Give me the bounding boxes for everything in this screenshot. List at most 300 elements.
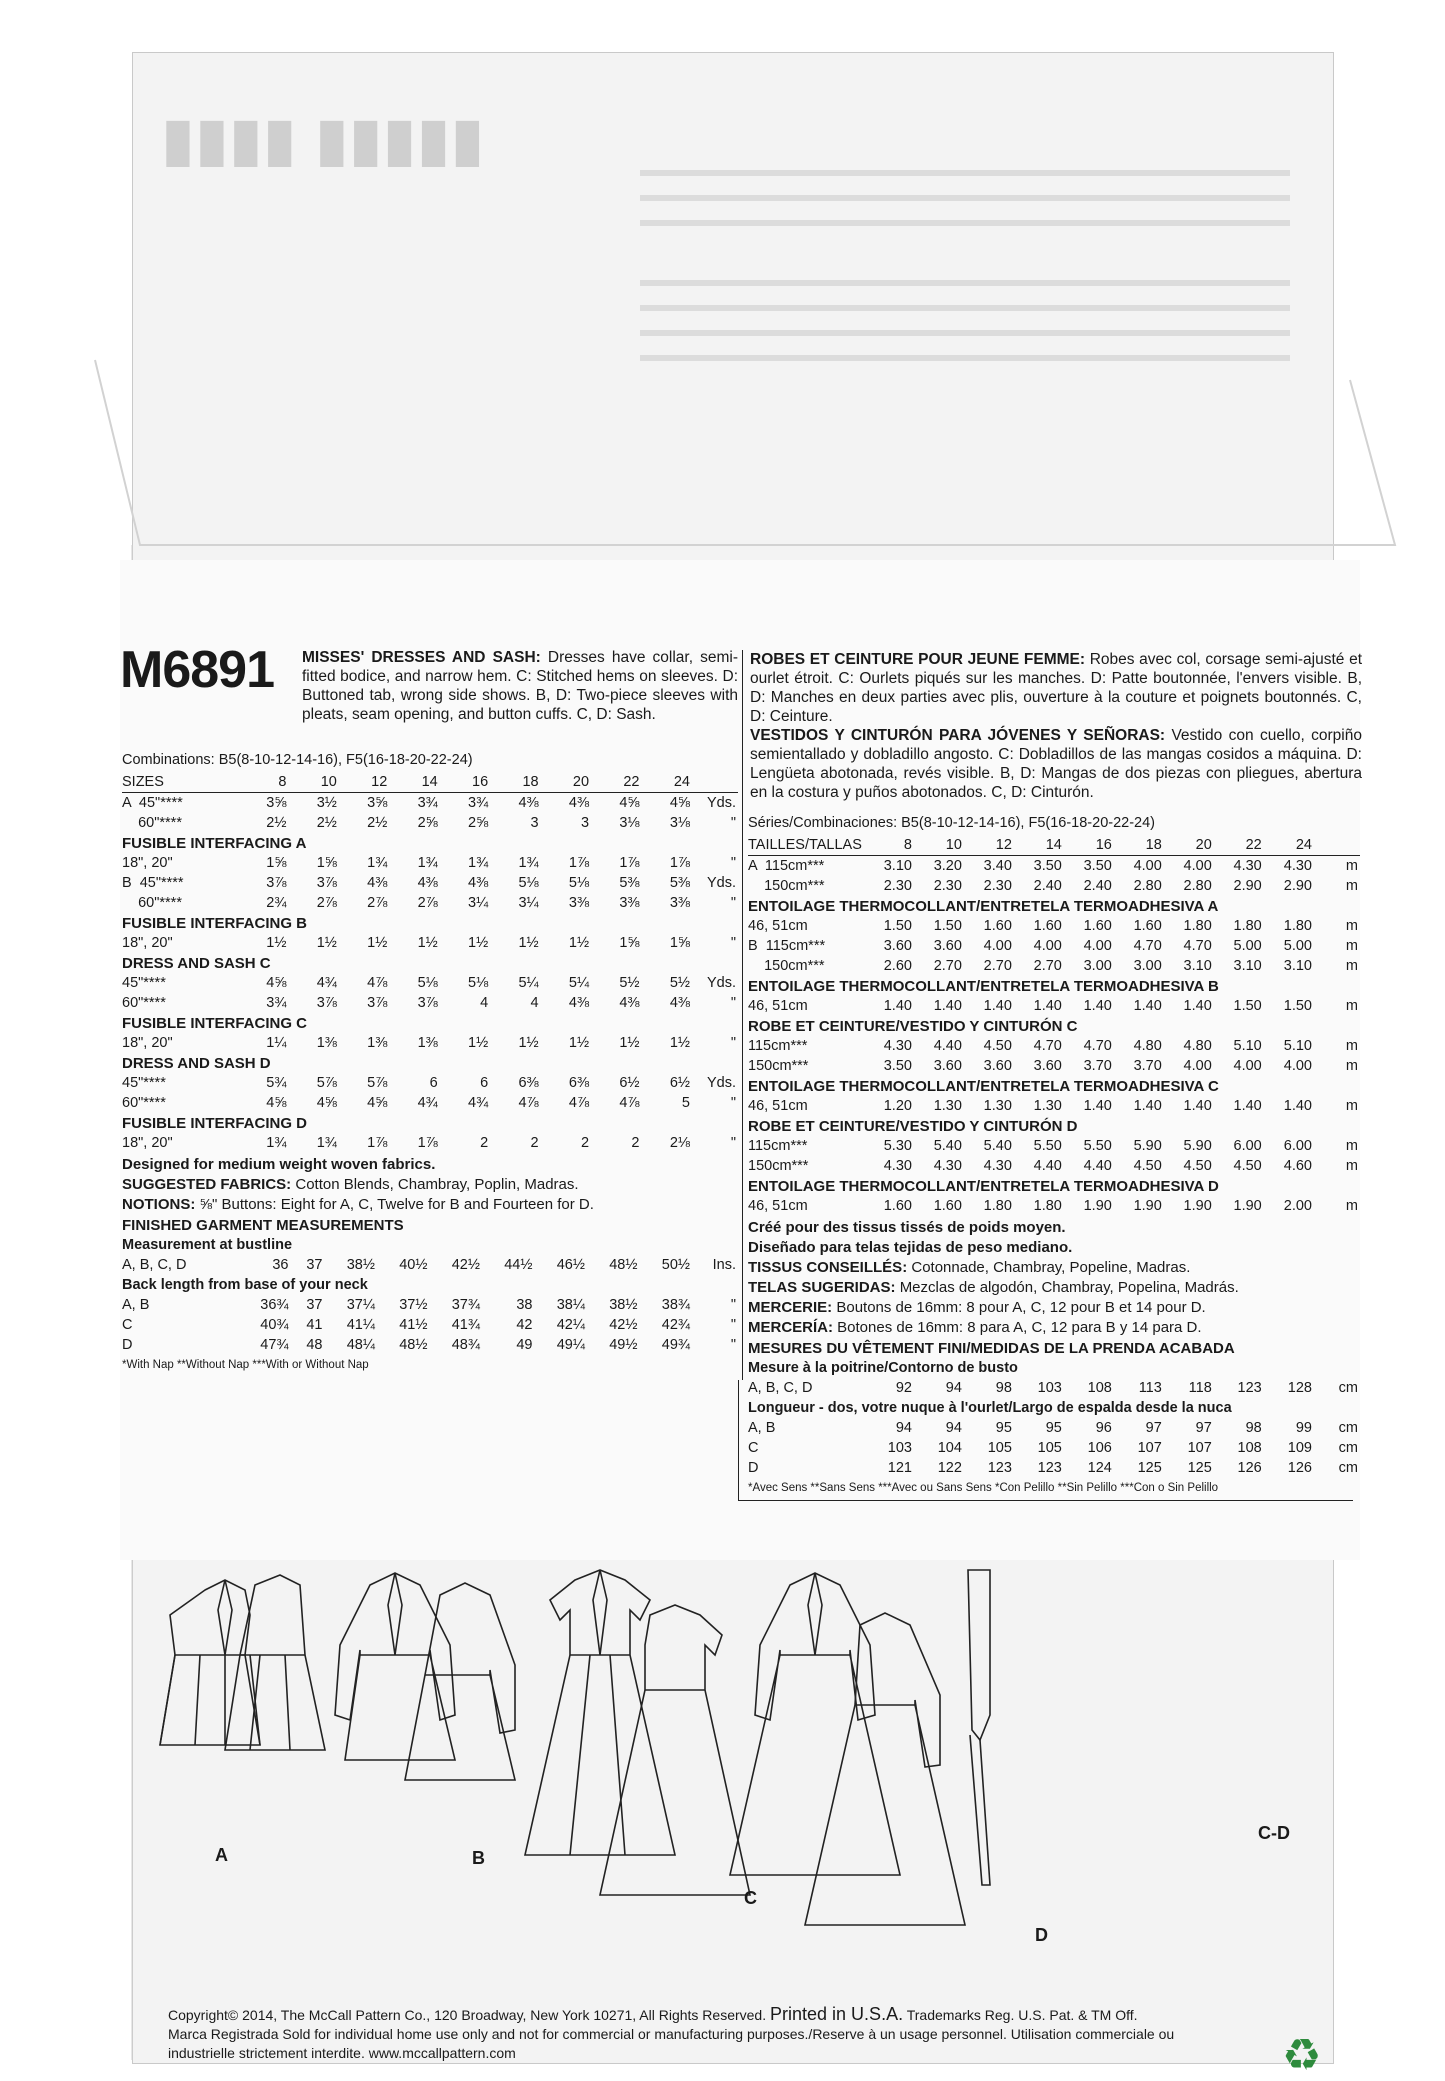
value-cell: 4¾ bbox=[468, 1095, 489, 1111]
value-cell: 98 bbox=[1245, 1420, 1262, 1436]
unit-cell: Yds. bbox=[706, 1075, 736, 1091]
value-cell: 4.30 bbox=[983, 1158, 1012, 1174]
value-cell: 2.80 bbox=[1133, 878, 1162, 894]
measure-heading-row bbox=[122, 1235, 738, 1255]
view-a-back bbox=[225, 1575, 325, 1750]
measure-row bbox=[748, 1458, 1360, 1478]
value-cell: 4⅜ bbox=[468, 875, 489, 891]
table-row bbox=[748, 956, 1360, 976]
sizes-label: SIZES bbox=[122, 772, 242, 793]
unit-cell: cm bbox=[1338, 1380, 1358, 1396]
info-line: Diseñado para telas tejidas de peso mediano. bbox=[748, 1239, 1073, 1256]
value-cell: 1.80 bbox=[983, 1198, 1012, 1214]
value-cell: 95 bbox=[995, 1420, 1012, 1436]
value-cell: 41¼ bbox=[346, 1317, 375, 1333]
value-cell: 1.60 bbox=[883, 1198, 912, 1214]
section-heading: ENTOILAGE THERMOCOLLANT/ENTRETELA TERMOADHESIVA B bbox=[748, 977, 1219, 995]
value-cell: 3½ bbox=[316, 795, 337, 811]
value-cell: 40¾ bbox=[260, 1317, 289, 1333]
value-cell: 1.40 bbox=[1183, 1098, 1212, 1114]
value-cell: 4.50 bbox=[1233, 1158, 1262, 1174]
value-cell: 121 bbox=[887, 1460, 912, 1476]
value-cell: 4⅝ bbox=[367, 1095, 388, 1111]
value-cell: 5⅞ bbox=[367, 1075, 388, 1091]
section-heading: FUSIBLE INTERFACING B bbox=[122, 914, 308, 932]
value-cell: 36¾ bbox=[260, 1297, 289, 1313]
size-header-row bbox=[748, 835, 1360, 856]
value-cell: 4.50 bbox=[1133, 1158, 1162, 1174]
size-header-row bbox=[122, 772, 738, 793]
size-cell: 16 bbox=[1068, 835, 1118, 856]
size-cell: 20 bbox=[545, 772, 595, 793]
mercerie-label: MERCERIE: bbox=[748, 1299, 833, 1316]
measure-heading-row bbox=[748, 1398, 1360, 1418]
value-cell: 5.00 bbox=[1283, 938, 1312, 954]
value-cell: 37¼ bbox=[346, 1297, 375, 1313]
value-cell: 1⅞ bbox=[568, 855, 590, 871]
column-divider bbox=[742, 650, 743, 1380]
value-cell: 41 bbox=[306, 1317, 323, 1333]
value-cell: 4¾ bbox=[417, 1095, 438, 1111]
value-cell: 1½ bbox=[568, 1035, 590, 1051]
value-cell: 1.40 bbox=[1083, 1098, 1112, 1114]
table-row bbox=[748, 1096, 1360, 1116]
section-heading-row bbox=[748, 976, 1360, 996]
value-cell: 6½ bbox=[669, 1075, 690, 1091]
value-cell: 6.00 bbox=[1283, 1138, 1312, 1154]
intro-english-body: Dresses have collar, semi-fitted bodice, and narrow hem. C: Stitched hems on sleeves. D: Buttoned tab, wrong side shows. B, D: Two-piece sleeves with pleats, seam opening, and button cuffs. C, D: Sash. bbox=[302, 649, 738, 723]
value-cell: 5⅛ bbox=[568, 875, 590, 891]
row-label: 60"**** bbox=[122, 1095, 166, 1111]
table-row bbox=[748, 1136, 1360, 1156]
value-cell: 94 bbox=[895, 1420, 912, 1436]
unit-cell: m bbox=[1345, 958, 1358, 974]
value-cell: 3⅜ bbox=[669, 895, 690, 911]
value-cell: 4⅞ bbox=[367, 975, 388, 991]
unit-cell: Yds. bbox=[706, 795, 736, 811]
table-row bbox=[748, 916, 1360, 936]
value-cell: 4.70 bbox=[1033, 1038, 1062, 1054]
table-row bbox=[122, 813, 738, 833]
value-cell: 3.50 bbox=[1033, 858, 1062, 874]
unit-cell: " bbox=[730, 1035, 736, 1051]
section-heading-row bbox=[122, 1013, 738, 1033]
table-row bbox=[748, 1156, 1360, 1176]
value-cell: 1¾ bbox=[518, 855, 539, 871]
value-cell: 42¼ bbox=[556, 1317, 585, 1333]
value-cell: 2 bbox=[580, 1135, 590, 1151]
value-cell: 97 bbox=[1195, 1420, 1212, 1436]
value-cell: 1¼ bbox=[266, 1035, 287, 1051]
size-cell: 14 bbox=[1018, 835, 1068, 856]
unit-cell: m bbox=[1345, 1098, 1358, 1114]
value-cell: 4.00 bbox=[1033, 938, 1062, 954]
value-cell: 49½ bbox=[609, 1337, 638, 1353]
value-cell: 1¾ bbox=[417, 855, 438, 871]
right-table bbox=[748, 835, 1360, 1216]
value-cell: 109 bbox=[1287, 1440, 1312, 1456]
unit-cell: " bbox=[730, 1135, 736, 1151]
value-cell: 5.40 bbox=[983, 1138, 1012, 1154]
suggested-fabrics bbox=[122, 1175, 738, 1195]
value-cell: 4.00 bbox=[1183, 858, 1212, 874]
value-cell: 42 bbox=[516, 1317, 533, 1333]
value-cell: 2 bbox=[530, 1135, 539, 1151]
value-cell: 4.80 bbox=[1133, 1038, 1162, 1054]
value-cell: 2¾ bbox=[266, 895, 287, 911]
right-footnote: *Avec Sens **Sans Sens ***Avec ou Sans Sens *Con Pelillo **Sin Pelillo ***Con o Sin Pelillo bbox=[748, 1482, 1219, 1494]
value-cell: 1⅝ bbox=[669, 935, 690, 951]
value-cell: 3⅞ bbox=[266, 875, 287, 891]
value-cell: 4.00 bbox=[983, 938, 1012, 954]
value-cell: 2.60 bbox=[883, 958, 912, 974]
row-label: 18", 20" bbox=[122, 1035, 173, 1051]
value-cell: 1½ bbox=[367, 935, 388, 951]
value-cell: 4⅝ bbox=[266, 975, 287, 991]
value-cell: 50½ bbox=[661, 1257, 690, 1273]
value-cell: 1.90 bbox=[1233, 1198, 1262, 1214]
value-cell: 125 bbox=[1187, 1460, 1212, 1476]
value-cell: 107 bbox=[1137, 1440, 1162, 1456]
row-label: 46, 51cm bbox=[748, 1198, 808, 1214]
value-cell: 37 bbox=[306, 1257, 323, 1273]
value-cell: 1.60 bbox=[983, 918, 1012, 934]
value-cell: 3⅛ bbox=[619, 815, 640, 831]
value-cell: 4.40 bbox=[1033, 1158, 1062, 1174]
measure-row bbox=[122, 1295, 738, 1315]
value-cell: 1⅝ bbox=[316, 855, 337, 871]
row-label: 46, 51cm bbox=[748, 1098, 808, 1114]
value-cell: 106 bbox=[1087, 1440, 1112, 1456]
value-cell: 2.70 bbox=[1033, 958, 1062, 974]
row-label: B 45"**** bbox=[122, 875, 184, 891]
value-cell: 1⅝ bbox=[619, 935, 640, 951]
intro-french-title: ROBES ET CEINTURE POUR JEUNE FEMME: bbox=[750, 651, 1086, 668]
row-label: 18", 20" bbox=[122, 855, 173, 871]
value-cell: 3 bbox=[580, 815, 590, 831]
section-heading-row bbox=[122, 833, 738, 853]
info-merceria bbox=[748, 1318, 1360, 1338]
size-cell: 12 bbox=[968, 835, 1018, 856]
usage-text: Marca Registrada Sold for individual home use only and not for commercial or manufacturing purposes./Reserve à un usage personnel. Utilisation commerciale ou bbox=[168, 2026, 1175, 2042]
value-cell: 5.10 bbox=[1233, 1038, 1262, 1054]
value-cell: 1½ bbox=[266, 935, 287, 951]
value-cell: 5½ bbox=[669, 975, 690, 991]
view-b-back bbox=[405, 1583, 515, 1780]
value-cell: 38¾ bbox=[661, 1297, 690, 1313]
info-tissus bbox=[748, 1258, 1360, 1278]
value-cell: 1⅞ bbox=[417, 1135, 438, 1151]
value-cell: 4⅜ bbox=[619, 995, 640, 1011]
value-cell: 4.30 bbox=[1233, 858, 1262, 874]
table-row bbox=[122, 1093, 738, 1113]
row-label: 60"**** bbox=[122, 895, 182, 911]
measure-heading-row bbox=[748, 1338, 1360, 1358]
size-cell: 16 bbox=[444, 772, 494, 793]
value-cell: 41½ bbox=[399, 1317, 428, 1333]
table-row bbox=[122, 873, 738, 893]
row-label: A 115cm*** bbox=[748, 858, 825, 874]
value-cell: 1⅜ bbox=[316, 1035, 337, 1051]
row-label: 150cm*** bbox=[748, 1158, 809, 1174]
value-cell: 49¾ bbox=[661, 1337, 690, 1353]
value-cell: 3.60 bbox=[983, 1058, 1012, 1074]
value-cell: 1.40 bbox=[983, 998, 1012, 1014]
row-label: 60"**** bbox=[122, 995, 166, 1011]
ghost-brand-mark: ▮▮▮▮▮ ▮▮▮▮ bbox=[160, 107, 484, 172]
value-cell: 97 bbox=[1145, 1420, 1162, 1436]
section-heading-row bbox=[748, 1116, 1360, 1136]
value-cell: 1.60 bbox=[933, 1198, 962, 1214]
value-cell: 4⅜ bbox=[518, 795, 539, 811]
measure-row bbox=[748, 1418, 1360, 1438]
value-cell: 3¾ bbox=[417, 795, 438, 811]
measure-row bbox=[122, 1315, 738, 1335]
yardage-table-metric bbox=[748, 815, 1360, 1494]
size-cell: 18 bbox=[494, 772, 544, 793]
value-cell: 3.60 bbox=[1033, 1058, 1062, 1074]
value-cell: 3⅞ bbox=[316, 875, 337, 891]
value-cell: 1.60 bbox=[1083, 918, 1112, 934]
value-cell: 1.90 bbox=[1133, 1198, 1162, 1214]
measure-heading-row bbox=[122, 1215, 738, 1235]
value-cell: 3.00 bbox=[1083, 958, 1112, 974]
value-cell: 48½ bbox=[399, 1337, 428, 1353]
value-cell: 3⅜ bbox=[619, 895, 640, 911]
value-cell: 3.70 bbox=[1083, 1058, 1112, 1074]
value-cell: 3.50 bbox=[1083, 858, 1112, 874]
value-cell: 5.10 bbox=[1283, 1038, 1312, 1054]
view-label-c: C bbox=[744, 1888, 757, 1908]
value-cell: 5.00 bbox=[1233, 938, 1262, 954]
measure-heading: Back length from base of your neck bbox=[122, 1277, 368, 1293]
value-cell: 103 bbox=[1037, 1380, 1062, 1396]
value-cell: 3 bbox=[530, 815, 539, 831]
value-cell: 6.00 bbox=[1233, 1138, 1262, 1154]
value-cell: 3¾ bbox=[468, 795, 489, 811]
tissus-value: Cotonnade, Chambray, Popeline, Madras. bbox=[911, 1259, 1191, 1276]
measure-row bbox=[748, 1378, 1360, 1398]
value-cell: 2.30 bbox=[883, 878, 912, 894]
fabrics-label: SUGGESTED FABRICS: bbox=[122, 1176, 292, 1193]
measure-heading: Mesure à la poitrine/Contorno de busto bbox=[748, 1360, 1018, 1376]
value-cell: 2⅞ bbox=[367, 895, 388, 911]
value-cell: 6⅜ bbox=[518, 1075, 539, 1091]
value-cell: 128 bbox=[1287, 1380, 1312, 1396]
table-row bbox=[122, 993, 738, 1013]
trademark-text: Trademarks Reg. U.S. Pat. & TM Off. bbox=[906, 2007, 1138, 2023]
intro-spanish-title: VESTIDOS Y CINTURÓN PARA JÓVENES Y SEÑORAS: bbox=[750, 727, 1166, 744]
section-heading: FUSIBLE INTERFACING C bbox=[122, 1014, 308, 1032]
value-cell: 103 bbox=[887, 1440, 912, 1456]
row-label: 46, 51cm bbox=[748, 998, 808, 1014]
value-cell: 4.00 bbox=[1083, 938, 1112, 954]
value-cell: 92 bbox=[895, 1380, 912, 1396]
value-cell: 38 bbox=[516, 1297, 533, 1313]
row-label: A, B bbox=[748, 1420, 776, 1436]
value-cell: 2⅞ bbox=[316, 895, 337, 911]
section-heading-row bbox=[748, 896, 1360, 916]
measure-heading: Longueur - dos, votre nuque à l'ourlet/Largo de espalda desde la nuca bbox=[748, 1400, 1232, 1416]
row-label: C bbox=[122, 1317, 133, 1333]
value-cell: 3¼ bbox=[518, 895, 539, 911]
right-finished-measurements bbox=[748, 1338, 1360, 1478]
measure-heading: FINISHED GARMENT MEASUREMENTS bbox=[122, 1216, 404, 1234]
value-cell: 6 bbox=[480, 1075, 489, 1091]
merceria-label: MERCERÍA: bbox=[748, 1319, 833, 1336]
unit-cell: m bbox=[1345, 1058, 1358, 1074]
value-cell: 3.40 bbox=[983, 858, 1012, 874]
value-cell: 1.60 bbox=[1133, 918, 1162, 934]
value-cell: 108 bbox=[1087, 1380, 1112, 1396]
value-cell: 126 bbox=[1237, 1460, 1262, 1476]
row-label: 46, 51cm bbox=[748, 918, 808, 934]
value-cell: 37½ bbox=[399, 1297, 428, 1313]
unit-cell: cm bbox=[1338, 1420, 1358, 1436]
row-label: A, B, C, D bbox=[748, 1380, 813, 1396]
value-cell: 1.40 bbox=[1233, 1098, 1262, 1114]
copyright-text: Copyright© 2014, The McCall Pattern Co., 120 Broadway, New York 10271, All Rights Reserved. bbox=[168, 2007, 767, 2023]
value-cell: 1.40 bbox=[1133, 1098, 1162, 1114]
value-cell: 5⅛ bbox=[417, 975, 438, 991]
table-row bbox=[122, 1073, 738, 1093]
row-label: 150cm*** bbox=[748, 958, 825, 974]
unit-cell: m bbox=[1345, 918, 1358, 934]
section-heading-row bbox=[122, 953, 738, 973]
value-cell: 49¼ bbox=[556, 1337, 585, 1353]
row-label: D bbox=[748, 1460, 759, 1476]
value-cell: 3⅞ bbox=[316, 995, 337, 1011]
value-cell: 4.70 bbox=[1083, 1038, 1112, 1054]
sash bbox=[968, 1570, 990, 1885]
size-cell: 24 bbox=[646, 772, 697, 793]
value-cell: 37¾ bbox=[451, 1297, 480, 1313]
recycle-icon: ♻ bbox=[1282, 2031, 1322, 2080]
value-cell: 1½ bbox=[316, 935, 337, 951]
view-a-front bbox=[160, 1580, 260, 1745]
value-cell: 48 bbox=[306, 1337, 323, 1353]
value-cell: 3.10 bbox=[1233, 958, 1262, 974]
value-cell: 3⅝ bbox=[266, 795, 287, 811]
value-cell: 4.50 bbox=[1183, 1158, 1212, 1174]
value-cell: 1.30 bbox=[1033, 1098, 1062, 1114]
value-cell: 1¾ bbox=[266, 1135, 287, 1151]
size-cell: 22 bbox=[595, 772, 645, 793]
section-heading: ROBE ET CEINTURE/VESTIDO Y CINTURÓN C bbox=[748, 1017, 1078, 1035]
row-label: A 45"**** bbox=[122, 795, 183, 811]
unit-spacer bbox=[1318, 835, 1360, 856]
value-cell: 4.70 bbox=[1183, 938, 1212, 954]
value-cell: 5.40 bbox=[933, 1138, 962, 1154]
dress-line-art bbox=[150, 1555, 1350, 1995]
value-cell: 125 bbox=[1137, 1460, 1162, 1476]
section-heading: ENTOILAGE THERMOCOLLANT/ENTRETELA TERMOADHESIVA C bbox=[748, 1077, 1219, 1095]
value-cell: 105 bbox=[1037, 1440, 1062, 1456]
value-cell: 1⅞ bbox=[619, 855, 640, 871]
value-cell: 3.10 bbox=[1183, 958, 1212, 974]
value-cell: 6 bbox=[429, 1075, 438, 1091]
table-row bbox=[748, 876, 1360, 896]
pattern-code: M6891 bbox=[120, 641, 274, 699]
unit-cell: " bbox=[730, 935, 736, 951]
value-cell: 4⅝ bbox=[316, 1095, 337, 1111]
value-cell: 4.50 bbox=[983, 1038, 1012, 1054]
value-cell: 4 bbox=[480, 995, 489, 1011]
size-cell: 8 bbox=[242, 772, 292, 793]
table-row bbox=[748, 1036, 1360, 1056]
unit-cell: m bbox=[1345, 1138, 1358, 1154]
measure-heading-row bbox=[122, 1275, 738, 1295]
unit-cell: " bbox=[730, 815, 736, 831]
unit-cell: Yds. bbox=[706, 975, 736, 991]
value-cell: 5.50 bbox=[1033, 1138, 1062, 1154]
value-cell: 1.80 bbox=[1033, 1198, 1062, 1214]
measure-row bbox=[748, 1438, 1360, 1458]
value-cell: 1.50 bbox=[883, 918, 912, 934]
value-cell: 2½ bbox=[316, 815, 337, 831]
value-cell: 104 bbox=[937, 1440, 962, 1456]
unit-cell: " bbox=[730, 995, 736, 1011]
value-cell: 3.60 bbox=[933, 1058, 962, 1074]
value-cell: 1¾ bbox=[367, 855, 388, 871]
value-cell: 1½ bbox=[417, 935, 438, 951]
value-cell: 4.30 bbox=[1283, 858, 1312, 874]
notions bbox=[122, 1195, 738, 1215]
fabrics-value: Cotton Blends, Chambray, Poplin, Madras. bbox=[295, 1176, 579, 1193]
value-cell: 4 bbox=[530, 995, 539, 1011]
value-cell: 5.50 bbox=[1083, 1138, 1112, 1154]
section-heading: FUSIBLE INTERFACING D bbox=[122, 1114, 308, 1132]
value-cell: 3.20 bbox=[933, 858, 962, 874]
value-cell: 3.60 bbox=[933, 938, 962, 954]
printed-in: Printed in U.S.A. bbox=[770, 2004, 904, 2024]
section-heading: FUSIBLE INTERFACING A bbox=[122, 834, 307, 852]
value-cell: 122 bbox=[937, 1460, 962, 1476]
value-cell: 5¼ bbox=[518, 975, 539, 991]
value-cell: 46½ bbox=[556, 1257, 585, 1273]
value-cell: 4.30 bbox=[883, 1038, 912, 1054]
size-cell: 20 bbox=[1168, 835, 1218, 856]
value-cell: 2.30 bbox=[933, 878, 962, 894]
value-cell: 5.90 bbox=[1133, 1138, 1162, 1154]
value-cell: 1.20 bbox=[883, 1098, 912, 1114]
view-d-back bbox=[805, 1613, 965, 1925]
value-cell: 1.80 bbox=[1183, 918, 1212, 934]
value-cell: 36 bbox=[272, 1257, 289, 1273]
tissus-label: TISSUS CONSEILLÉS: bbox=[748, 1259, 908, 1276]
value-cell: 2½ bbox=[266, 815, 287, 831]
value-cell: 95 bbox=[1045, 1420, 1062, 1436]
unit-cell: " bbox=[730, 1095, 736, 1111]
table-row bbox=[122, 853, 738, 873]
value-cell: 4.60 bbox=[1283, 1158, 1312, 1174]
value-cell: 48¾ bbox=[451, 1337, 480, 1353]
value-cell: 3.50 bbox=[883, 1058, 912, 1074]
row-label: 45"**** bbox=[122, 975, 166, 991]
unit-cell: m bbox=[1345, 1198, 1358, 1214]
value-cell: 3.60 bbox=[883, 938, 912, 954]
measure-heading: Measurement at bustline bbox=[122, 1237, 293, 1253]
unit-cell: Yds. bbox=[706, 875, 736, 891]
value-cell: 1½ bbox=[619, 1035, 640, 1051]
value-cell: 2⅛ bbox=[669, 1135, 690, 1151]
value-cell: 2⅝ bbox=[468, 815, 489, 831]
size-cell: 10 bbox=[918, 835, 968, 856]
table-row bbox=[748, 996, 1360, 1016]
info-mercerie bbox=[748, 1298, 1360, 1318]
value-cell: 42½ bbox=[451, 1257, 480, 1273]
unit-cell: cm bbox=[1338, 1460, 1358, 1476]
